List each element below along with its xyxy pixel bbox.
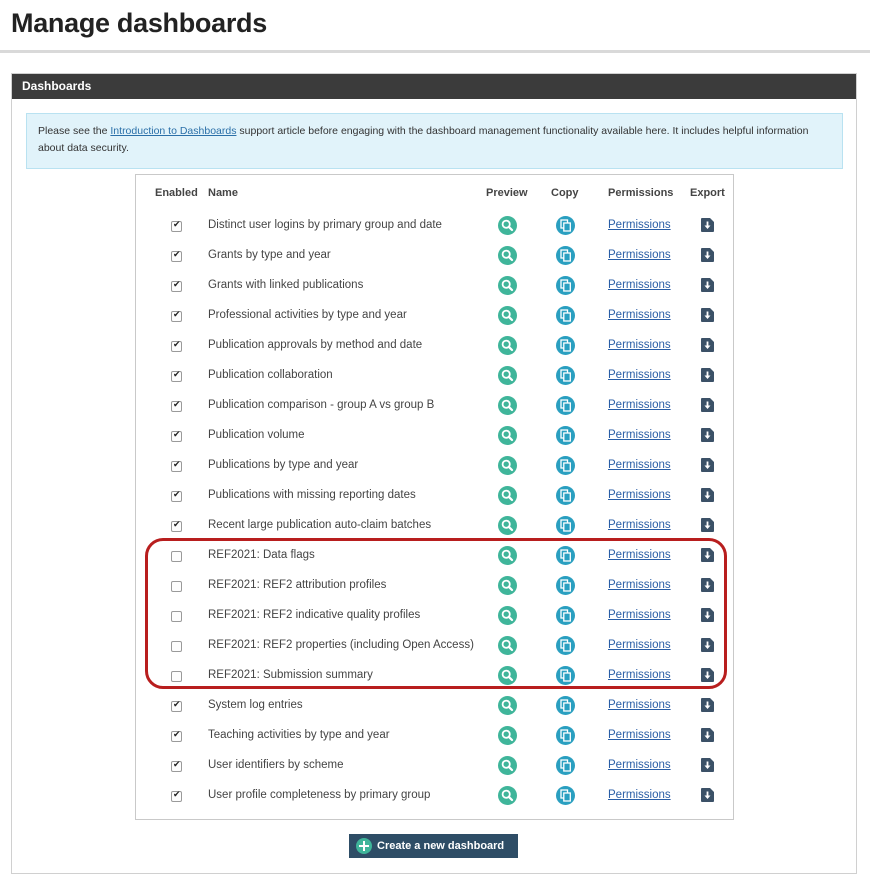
magnifier-icon[interactable] bbox=[498, 306, 517, 325]
magnifier-icon[interactable] bbox=[498, 636, 517, 655]
info-notice bbox=[26, 113, 843, 169]
permissions-link[interactable]: Permissions bbox=[608, 549, 671, 561]
magnifier-icon[interactable] bbox=[498, 546, 517, 565]
info-suffix: support article before engaging with the dashboard management functionality available here. It includes helpful information about data security. bbox=[38, 125, 809, 154]
copy-icon[interactable] bbox=[556, 306, 575, 325]
dashboard-name: Grants by type and year bbox=[208, 249, 331, 261]
permissions-link[interactable]: Permissions bbox=[608, 309, 671, 321]
header-permissions: Permissions bbox=[608, 187, 674, 199]
copy-icon[interactable] bbox=[556, 636, 575, 655]
enabled-checkbox[interactable] bbox=[171, 311, 182, 322]
table-row bbox=[136, 722, 733, 752]
download-icon[interactable] bbox=[701, 698, 714, 712]
copy-icon[interactable] bbox=[556, 576, 575, 595]
download-icon[interactable] bbox=[701, 308, 714, 322]
copy-icon[interactable] bbox=[556, 366, 575, 385]
title-divider bbox=[0, 50, 870, 53]
dashboards-panel bbox=[11, 73, 857, 874]
download-icon[interactable] bbox=[701, 248, 714, 262]
download-icon[interactable] bbox=[701, 668, 714, 682]
download-icon[interactable] bbox=[701, 488, 714, 502]
dashboard-name: Teaching activities by type and year bbox=[208, 729, 390, 741]
permissions-link[interactable]: Permissions bbox=[608, 279, 671, 291]
header-preview: Preview bbox=[486, 187, 528, 199]
copy-icon[interactable] bbox=[556, 696, 575, 715]
magnifier-icon[interactable] bbox=[498, 366, 517, 385]
header-name: Name bbox=[208, 187, 238, 199]
table-row bbox=[136, 752, 733, 782]
dashboard-name: Publications with missing reporting dates bbox=[208, 489, 416, 501]
table-row bbox=[136, 302, 733, 332]
dashboard-name: Distinct user logins by primary group and date bbox=[208, 219, 442, 231]
permissions-link[interactable]: Permissions bbox=[608, 759, 671, 771]
download-icon[interactable] bbox=[701, 428, 714, 442]
download-icon[interactable] bbox=[701, 578, 714, 592]
permissions-link[interactable]: Permissions bbox=[608, 429, 671, 441]
copy-icon[interactable] bbox=[556, 276, 575, 295]
dashboard-name: REF2021: Submission summary bbox=[208, 669, 373, 681]
enabled-checkbox[interactable] bbox=[171, 671, 182, 682]
table-row bbox=[136, 782, 733, 812]
permissions-link[interactable]: Permissions bbox=[608, 729, 671, 741]
dashboard-name: Recent large publication auto-claim batches bbox=[208, 519, 432, 531]
info-prefix: Please see the bbox=[38, 125, 111, 137]
enabled-checkbox[interactable] bbox=[171, 401, 182, 412]
copy-icon[interactable] bbox=[556, 606, 575, 625]
download-icon[interactable] bbox=[701, 638, 714, 652]
permissions-link[interactable]: Permissions bbox=[608, 339, 671, 351]
dashboard-name: Publication approvals by method and date bbox=[208, 339, 423, 351]
permissions-link[interactable]: Permissions bbox=[608, 489, 671, 501]
magnifier-icon[interactable] bbox=[498, 336, 517, 355]
download-icon[interactable] bbox=[701, 788, 714, 802]
create-dashboard-button[interactable] bbox=[349, 834, 518, 858]
copy-icon[interactable] bbox=[556, 216, 575, 235]
download-icon[interactable] bbox=[701, 758, 714, 772]
enabled-checkbox[interactable] bbox=[171, 581, 182, 592]
copy-icon[interactable] bbox=[556, 756, 575, 775]
header-enabled: Enabled bbox=[155, 187, 198, 199]
download-icon[interactable] bbox=[701, 518, 714, 532]
page-title: Manage dashboards bbox=[11, 8, 267, 38]
table-row bbox=[136, 542, 733, 572]
dashboards-table bbox=[135, 174, 734, 820]
magnifier-icon[interactable] bbox=[498, 276, 517, 295]
dashboard-name: User identifiers by scheme bbox=[208, 759, 344, 771]
plus-icon bbox=[356, 838, 372, 854]
magnifier-icon[interactable] bbox=[498, 246, 517, 265]
copy-icon[interactable] bbox=[556, 426, 575, 445]
enabled-checkbox[interactable] bbox=[171, 731, 182, 742]
magnifier-icon[interactable] bbox=[498, 516, 517, 535]
permissions-link[interactable]: Permissions bbox=[608, 519, 671, 531]
enabled-checkbox[interactable] bbox=[171, 431, 182, 442]
table-header bbox=[136, 175, 733, 211]
magnifier-icon[interactable] bbox=[498, 486, 517, 505]
table-row bbox=[136, 392, 733, 422]
download-icon[interactable] bbox=[701, 608, 714, 622]
dashboard-name: System log entries bbox=[208, 699, 303, 711]
enabled-checkbox[interactable] bbox=[171, 341, 182, 352]
dashboard-name: Publication volume bbox=[208, 429, 305, 441]
enabled-checkbox[interactable] bbox=[171, 551, 182, 562]
table-row bbox=[136, 512, 733, 542]
copy-icon[interactable] bbox=[556, 486, 575, 505]
permissions-link[interactable]: Permissions bbox=[608, 459, 671, 471]
table-row bbox=[136, 602, 733, 632]
table-row bbox=[136, 632, 733, 662]
magnifier-icon[interactable] bbox=[498, 456, 517, 475]
create-dashboard-label: Create a new dashboard bbox=[377, 840, 505, 852]
enabled-checkbox[interactable] bbox=[171, 701, 182, 712]
dashboard-name: REF2021: REF2 attribution profiles bbox=[208, 579, 387, 591]
header-copy: Copy bbox=[551, 187, 579, 199]
magnifier-icon[interactable] bbox=[498, 606, 517, 625]
permissions-link[interactable]: Permissions bbox=[608, 699, 671, 711]
download-icon[interactable] bbox=[701, 278, 714, 292]
table-row bbox=[136, 212, 733, 242]
table-row bbox=[136, 572, 733, 602]
intro-article-link[interactable]: Introduction to Dashboards bbox=[110, 125, 237, 137]
magnifier-icon[interactable] bbox=[498, 786, 517, 805]
download-icon[interactable] bbox=[701, 338, 714, 352]
table-row bbox=[136, 362, 733, 392]
copy-icon[interactable] bbox=[556, 516, 575, 535]
enabled-checkbox[interactable] bbox=[171, 761, 182, 772]
dashboard-name: Publications by type and year bbox=[208, 459, 359, 471]
magnifier-icon[interactable] bbox=[498, 396, 517, 415]
dashboard-name: REF2021: REF2 indicative quality profiles bbox=[208, 609, 421, 621]
enabled-checkbox[interactable] bbox=[171, 371, 182, 382]
panel-title: Dashboards bbox=[12, 74, 856, 99]
copy-icon[interactable] bbox=[556, 786, 575, 805]
magnifier-icon[interactable] bbox=[498, 216, 517, 235]
download-icon[interactable] bbox=[701, 368, 714, 382]
download-icon[interactable] bbox=[701, 218, 714, 232]
table-row bbox=[136, 482, 733, 512]
permissions-link[interactable]: Permissions bbox=[608, 249, 671, 261]
dashboard-name: Publication collaboration bbox=[208, 369, 333, 381]
dashboard-name: REF2021: Data flags bbox=[208, 549, 315, 561]
download-icon[interactable] bbox=[701, 548, 714, 562]
enabled-checkbox[interactable] bbox=[171, 221, 182, 232]
copy-icon[interactable] bbox=[556, 546, 575, 565]
permissions-link[interactable]: Permissions bbox=[608, 369, 671, 381]
enabled-checkbox[interactable] bbox=[171, 611, 182, 622]
permissions-link[interactable]: Permissions bbox=[608, 219, 671, 231]
download-icon[interactable] bbox=[701, 398, 714, 412]
dashboard-name: Grants with linked publications bbox=[208, 279, 364, 291]
enabled-checkbox[interactable] bbox=[171, 491, 182, 502]
download-icon[interactable] bbox=[701, 728, 714, 742]
dashboard-name: Publication comparison - group A vs group B bbox=[208, 399, 435, 411]
table-row bbox=[136, 422, 733, 452]
dashboard-name: REF2021: REF2 properties (including Open Access) bbox=[208, 639, 474, 651]
download-icon[interactable] bbox=[701, 458, 714, 472]
permissions-link[interactable]: Permissions bbox=[608, 579, 671, 591]
table-row bbox=[136, 662, 733, 692]
copy-icon[interactable] bbox=[556, 726, 575, 745]
enabled-checkbox[interactable] bbox=[171, 251, 182, 262]
permissions-link[interactable]: Permissions bbox=[608, 639, 671, 651]
permissions-link[interactable]: Permissions bbox=[608, 669, 671, 681]
enabled-checkbox[interactable] bbox=[171, 791, 182, 802]
enabled-checkbox[interactable] bbox=[171, 281, 182, 292]
dashboard-name: Professional activities by type and year bbox=[208, 309, 407, 321]
magnifier-icon[interactable] bbox=[498, 726, 517, 745]
magnifier-icon[interactable] bbox=[498, 696, 517, 715]
permissions-link[interactable]: Permissions bbox=[608, 609, 671, 621]
dashboard-name: User profile completeness by primary group bbox=[208, 789, 431, 801]
header-export: Export bbox=[690, 187, 725, 199]
enabled-checkbox[interactable] bbox=[171, 521, 182, 532]
permissions-link[interactable]: Permissions bbox=[608, 789, 671, 801]
copy-icon[interactable] bbox=[556, 666, 575, 685]
enabled-checkbox[interactable] bbox=[171, 641, 182, 652]
copy-icon[interactable] bbox=[556, 396, 575, 415]
magnifier-icon[interactable] bbox=[498, 666, 517, 685]
table-row bbox=[136, 692, 733, 722]
table-row bbox=[136, 272, 733, 302]
copy-icon[interactable] bbox=[556, 246, 575, 265]
copy-icon[interactable] bbox=[556, 336, 575, 355]
magnifier-icon[interactable] bbox=[498, 756, 517, 775]
table-row bbox=[136, 242, 733, 272]
enabled-checkbox[interactable] bbox=[171, 461, 182, 472]
table-row bbox=[136, 332, 733, 362]
magnifier-icon[interactable] bbox=[498, 426, 517, 445]
copy-icon[interactable] bbox=[556, 456, 575, 475]
magnifier-icon[interactable] bbox=[498, 576, 517, 595]
table-row bbox=[136, 452, 733, 482]
permissions-link[interactable]: Permissions bbox=[608, 399, 671, 411]
